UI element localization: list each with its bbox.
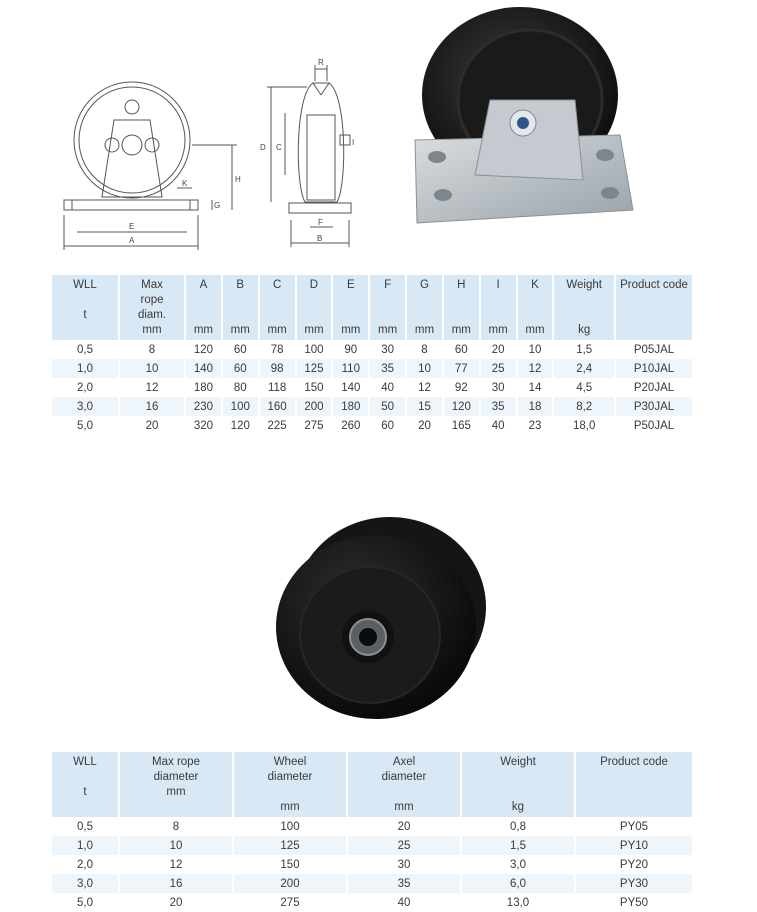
bracket-spec-cell: 1,5 (576, 343, 593, 356)
wheel-spec-cell: 1,5 (462, 836, 574, 855)
wheel-spec-cell: 2,0 (77, 858, 93, 871)
dim-label-k: K (182, 179, 188, 188)
header-k: K mm (518, 275, 553, 340)
dim-label-i: I (352, 138, 355, 147)
wheel-spec-cell: PY30 (576, 874, 692, 893)
bracket-spec-cell: 18 (518, 397, 553, 416)
wheel-spec-cell: 275 (280, 896, 300, 909)
bracket-spec-cell: 180 (333, 397, 368, 416)
wheel-spec-cell: 6,0 (462, 874, 574, 893)
wheel-spec-cell: PY05 (619, 820, 649, 833)
bracket-spec-cell: 8 (148, 343, 156, 356)
bracket-spec-cell: 10 (120, 359, 184, 378)
dim-label-e: E (129, 222, 135, 231)
dim-label-a: A (129, 236, 135, 245)
bracket-spec-cell: 12 (418, 381, 431, 394)
bracket-spec-row (52, 359, 692, 378)
wheel-spec-cell: 1,0 (52, 836, 118, 855)
wheel-spec-cell: 150 (280, 858, 300, 871)
header-wheel-diameter: Wheel diameter mm (234, 752, 346, 817)
wheel-spec-cell: 125 (234, 836, 346, 855)
bracket-spec-cell: 165 (451, 419, 471, 432)
bracket-spec-row (52, 416, 692, 435)
wheel-spec-row (52, 817, 692, 836)
bracket-spec-cell: P10JAL (616, 359, 692, 378)
dim-label-h: H (235, 175, 241, 184)
bracket-spec-cell: 78 (270, 343, 284, 356)
header-b: B mm (223, 275, 258, 340)
bracket-spec-cell: 100 (304, 343, 324, 356)
header-wll-2: WLL t (52, 752, 118, 817)
bracket-spec-row (52, 340, 692, 359)
wheel-spec-cell: 0,8 (510, 820, 526, 833)
wheel-spec-cell: 200 (234, 874, 346, 893)
dim-label-b: B (317, 234, 323, 243)
bracket-spec-cell: 0,5 (77, 343, 93, 356)
bracket-spec-cell: 23 (528, 419, 542, 432)
header-max-rope: Max rope diam. mm (120, 275, 184, 340)
bracket-spec-cell: 8,2 (554, 397, 614, 416)
bracket-spec-cell: 77 (444, 359, 479, 378)
wheel-spec-cell: 0,5 (77, 820, 93, 833)
bracket-spec-cell: 120 (230, 419, 250, 432)
header-weight: Weight kg (554, 275, 614, 340)
bracket-spec-cell: 180 (193, 381, 214, 394)
bracket-spec-cell: 260 (341, 419, 361, 432)
wheel-spec-row (52, 855, 692, 874)
wheel-spec-cell: 40 (397, 896, 411, 909)
bracket-spec-cell: 10 (528, 343, 542, 356)
bracket-spec-cell: 125 (297, 359, 332, 378)
bracket-spec-cell: 30 (381, 343, 395, 356)
bracket-spec-cell: 120 (444, 397, 479, 416)
bracket-spec-cell: 1,0 (52, 359, 118, 378)
bracket-spec-cell: 100 (223, 397, 258, 416)
bracket-spec-cell: 35 (370, 359, 405, 378)
header-wll: WLL t (52, 275, 118, 340)
header-e: E mm (333, 275, 368, 340)
bracket-spec-cell: 10 (407, 359, 442, 378)
wheel-spec-cell: 3,0 (510, 858, 526, 871)
bracket-spec-cell: 20 (491, 343, 505, 356)
bracket-spec-cell: 120 (193, 343, 214, 356)
dim-label-d: D (260, 143, 266, 152)
wheel-spec-cell: PY50 (619, 896, 649, 909)
bracket-spec-cell: 2,4 (554, 359, 614, 378)
header-weight-2: Weight kg (462, 752, 574, 817)
bracket-spec-cell: 12 (518, 359, 553, 378)
bracket-spec-cell: 25 (481, 359, 516, 378)
wheel-spec-cell: 3,0 (52, 874, 118, 893)
bracket-spec-cell: 80 (233, 381, 247, 394)
bracket-spec-cell: 140 (341, 381, 361, 394)
wheel-spec-cell: 12 (169, 858, 183, 871)
bracket-spec-cell: 40 (491, 419, 505, 432)
header-g: G mm (407, 275, 442, 340)
header-product-code-2: Product code (576, 752, 692, 817)
bracket-spec-cell: 12 (145, 381, 159, 394)
wheel-spec-row (52, 893, 692, 912)
bracket-spec-cell: 20 (418, 419, 431, 432)
bracket-spec-cell: 140 (186, 359, 221, 378)
bracket-spec-cell: 118 (267, 381, 287, 394)
pulley-wheel-spec-table (50, 752, 694, 912)
bracket-spec-cell: 200 (297, 397, 332, 416)
wheel-spec-cell: 8 (172, 820, 180, 833)
bracket-spec-cell: P50JAL (633, 419, 675, 432)
bracket-spec-cell: 2,0 (77, 381, 93, 394)
bracket-spec-cell: 275 (304, 419, 324, 432)
bracket-spec-cell: 110 (333, 359, 368, 378)
bracket-spec-cell: 60 (233, 343, 247, 356)
bracket-spec-cell: 8 (421, 343, 428, 356)
bracket-spec-cell: 16 (120, 397, 184, 416)
wheel-spec-cell: 25 (348, 836, 460, 855)
header-f: F mm (370, 275, 405, 340)
bracket-spec-cell: 60 (381, 419, 395, 432)
bracket-spec-cell: 15 (407, 397, 442, 416)
header-product-code: Product code (616, 275, 692, 340)
wheel-spec-cell: 20 (169, 896, 183, 909)
dim-label-f: F (318, 218, 323, 227)
wheel-spec-cell: 13,0 (506, 896, 530, 909)
bracket-spec-cell: 92 (454, 381, 468, 394)
bracket-spec-cell: 4,5 (576, 381, 593, 394)
header-a: A mm (186, 275, 221, 340)
header-d: D mm (297, 275, 332, 340)
wheel-spec-cell: 16 (120, 874, 232, 893)
bracket-spec-cell: 14 (528, 381, 542, 394)
dim-label-r: R (318, 58, 324, 67)
bracket-spec-cell: 20 (145, 419, 159, 432)
bracket-spec-cell: P05JAL (633, 343, 675, 356)
bracket-spec-cell: P30JAL (616, 397, 692, 416)
header-axel-diameter: Axel diameter mm (348, 752, 460, 817)
bracket-spec-cell: 40 (381, 381, 395, 394)
bracket-spec-cell: 50 (370, 397, 405, 416)
side-view-drawing (255, 55, 365, 250)
bracket-spec-cell: 98 (260, 359, 295, 378)
header-i: I mm (481, 275, 516, 340)
bracket-spec-cell: 30 (491, 381, 505, 394)
bracket-spec-cell: 60 (454, 343, 468, 356)
bracket-spec-row (52, 397, 692, 416)
wheel-spec-cell: 30 (397, 858, 411, 871)
bracket-spec-cell: 230 (186, 397, 221, 416)
bracket-spec-cell: 3,0 (52, 397, 118, 416)
bracket-spec-cell: P20JAL (633, 381, 675, 394)
wheel-spec-row (52, 874, 692, 893)
wheel-spec-row (52, 836, 692, 855)
wheel-spec-cell: 20 (397, 820, 411, 833)
header-c: C mm (260, 275, 295, 340)
bracket-spec-cell: 5,0 (77, 419, 93, 432)
pulley-bracket-photo (405, 5, 645, 230)
header-max-rope-2: Max rope diameter mm (120, 752, 232, 817)
bracket-spec-cell: 320 (193, 419, 214, 432)
dim-label-c: C (276, 143, 282, 152)
bracket-spec-cell: 35 (481, 397, 516, 416)
wheel-spec-cell: 10 (120, 836, 232, 855)
bracket-spec-row (52, 378, 692, 397)
wheel-spec-cell: 5,0 (77, 896, 93, 909)
bracket-spec-cell: 60 (223, 359, 258, 378)
bracket-spec-cell: 225 (267, 419, 287, 432)
bracket-spec-cell: 160 (260, 397, 295, 416)
front-view-drawing (52, 70, 252, 255)
dim-label-g: G (214, 201, 221, 210)
pulley-bracket-spec-table (50, 275, 694, 435)
pulley-wheel-photo (268, 515, 490, 723)
wheel-spec-cell: 100 (280, 820, 300, 833)
wheel-spec-cell: PY20 (619, 858, 649, 871)
bracket-spec-cell: 18,0 (572, 419, 596, 432)
header-h: H mm (444, 275, 479, 340)
wheel-spec-cell: PY10 (576, 836, 692, 855)
bracket-spec-cell: 90 (344, 343, 358, 356)
bracket-spec-cell: 150 (304, 381, 324, 394)
wheel-spec-cell: 35 (348, 874, 460, 893)
